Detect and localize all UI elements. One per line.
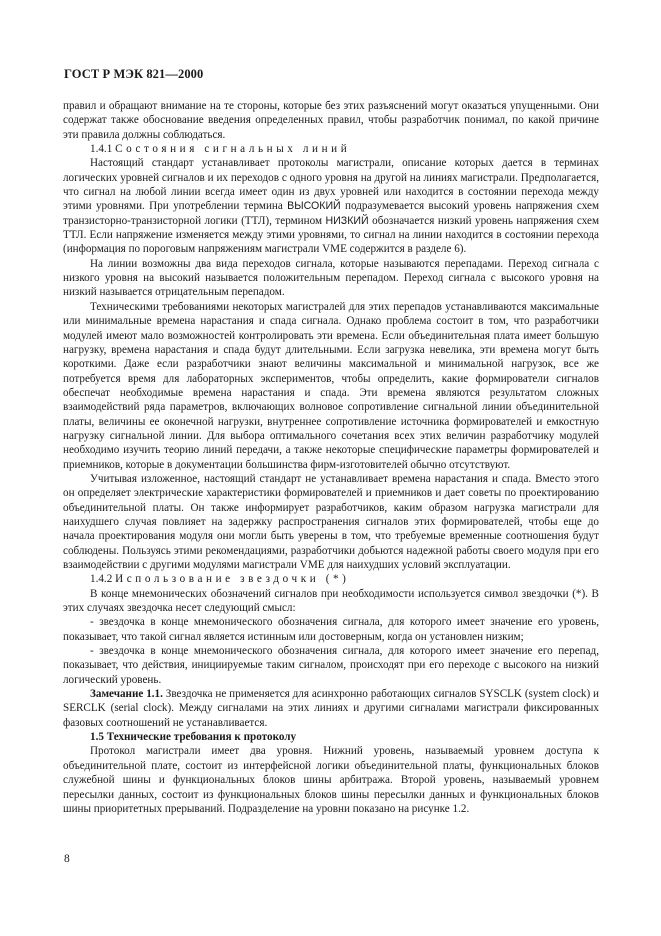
body-text — [63, 99, 599, 816]
paragraph-transitions: На линии возможны два вида переходов сигнала, которые называются перепадами. Переход сигнала с низкого уровня на высокий называется положительным перепадом. Переход сигнала с высокого уровня на низкий называется отрицательным перепадом. — [63, 257, 599, 299]
section-number: 1.4.2 — [90, 573, 113, 586]
page-number: 8 — [64, 853, 70, 865]
paragraph-rise-fall-times: Техническими требованиями некоторых магистралей для этих перепадов устанавливаются максимальные или минимальные времена нарастания и спада сигнала. Однако проблема состоит в том, что разработчики модулей имеют мало возможностей контролировать эти времена. Если объединительная плата имеет большую нагрузку, времена нарастания и спада будут длительными. Если загрузка невелика, эти времена могут быть короткими. Даже если разработчики знают величины максимальной и минимальной нагрузок, все же потребуется время для лабораторных экспериментов, чтобы определить, какие формирователи сигналов обеспечат необходимые времена нарастания и спада. Эти времена являются результатом сложных взаимодействий ряда параметров, включающих волновое сопротивление сигнальной линии объединительной платы, величины ее оконечной нагрузки, внутреннее сопротивление источника формирователей и емкостную нагрузку сигнальной линии. Для выбора оптимального сочетания всех этих величин разработчику модулей необходимо изучить теорию линий передачи, а также некоторые специфические параметры формирователей и приемников, которые в документации большинства фирм-изготовителей обычно отсутствуют. — [63, 300, 599, 471]
term-low: НИЗКИЙ — [325, 214, 369, 227]
section-title: Использование звездочки (*) — [115, 573, 350, 586]
paragraph-standard-approach: Учитывая изложенное, настоящий стандарт не устанавливает времена нарастания и спада. Вместо этого он определяет электрические характеристики формирователей и приемников и дает советы по проектированию объединительной платы. Он также информирует разработчиков, каким образом нагрузка магистрали для наихудшего случая повлияет на задержку распространения сигналов этих формирователей, чтобы еще до начала проектирования модуля они могли быть уверены в том, что требуемые временные соотношения будут соблюдены. Пользуясь этими рекомендациями, разработчики добьются надежной работы своего модуля при его взаимодействии с другими модулями магистрали VME для наихудших условий эксплуатации. — [63, 472, 599, 571]
note-text: Звездочка не применяется для асинхронно работающих сигналов SYSCLK (system clock) и SERCLK (serial clock). Между сигналами на этих линиях и другими сигналами магистрали фиксированных фазовых соотношений не устанавливается. — [63, 688, 599, 729]
text-run: Настоящий стандарт устанавливает протоколы магистрали, описание которых дается в терминах логических уровней сигналов и их переходов с одного уровня на другой на линиях магистрали. Предполагается, что сигнал на любой линии всегда имеет один из двух уровней или находится в состоянии перехода между этими уровнями. При употреблении термина — [63, 157, 599, 213]
text-run: обозначается низкий уровень напряжения схем ТТЛ. Если напряжение изменяется между этими уровнями, то сигнал на линии находится в состоянии перехода (информация по пороговым напряжениям магистрали VME содержится в разделе 6). — [63, 214, 599, 256]
section-heading-1-4-1 — [63, 142, 599, 156]
list-item-edge: - звездочка в конце мнемонического обозначения сигнала, для которого имеет значение его перепад, показывает, что действия, инициируемые таким сигналом, происходят при его переходе с высокого на низкий логический уровень. — [63, 645, 599, 686]
section-title: Состояния сигнальных линий — [115, 143, 351, 156]
running-header: ГОСТ Р МЭК 821—2000 — [64, 67, 204, 81]
paragraph-continuation: правил и обращают внимание на те стороны, которые без этих разъяснений могут оказаться упущенными. Они содержат также обоснование введения определенных правил, чтобы разработчик понимал, по какой причине эти правила должны соблюдаться. — [63, 100, 599, 141]
note-1-1 — [63, 687, 599, 730]
section-heading-1-4-2 — [63, 572, 599, 586]
paragraph-asterisk-intro: В конце мнемонических обозначений сигналов при необходимости используется символ звездочки (*). В этих случаях звездочка несет следующий смысл: — [63, 587, 599, 615]
text-run: подразумевается высокий уровень напряжения схем транзисторно-транзисторной логики (ТТЛ), термином — [63, 200, 599, 227]
term-high: ВЫСОКИЙ — [287, 200, 341, 213]
paragraph-protocol-levels: Протокол магистрали имеет два уровня. Нижний уровень, называемый уровнем доступа к объединительной плате, состоит из интерфейсной логики объединительной платы, функциональных блоков служебной шины и функциональных блоков шины арбитража. Второй уровень, называемый уровнем пересылки данных, состоит из функциональных блоков шины пересылки данных и функциональных блоков шины приоритетных прерываний. Подразделение на уровни показано на рисунке 1.2. — [63, 745, 599, 815]
note-label: Замечание 1.1. — [90, 688, 163, 701]
section-heading-1-5: 1.5 Технические требования к протоколу — [90, 731, 297, 744]
list-item-level: - звездочка в конце мнемонического обозначения сигнала, для которого имеет значение его уровень, показывает, что такой сигнал является истинным или достоверным, когда он установлен низким; — [63, 616, 599, 643]
section-number: 1.4.1 — [90, 143, 113, 156]
paragraph-signal-levels — [63, 156, 599, 256]
